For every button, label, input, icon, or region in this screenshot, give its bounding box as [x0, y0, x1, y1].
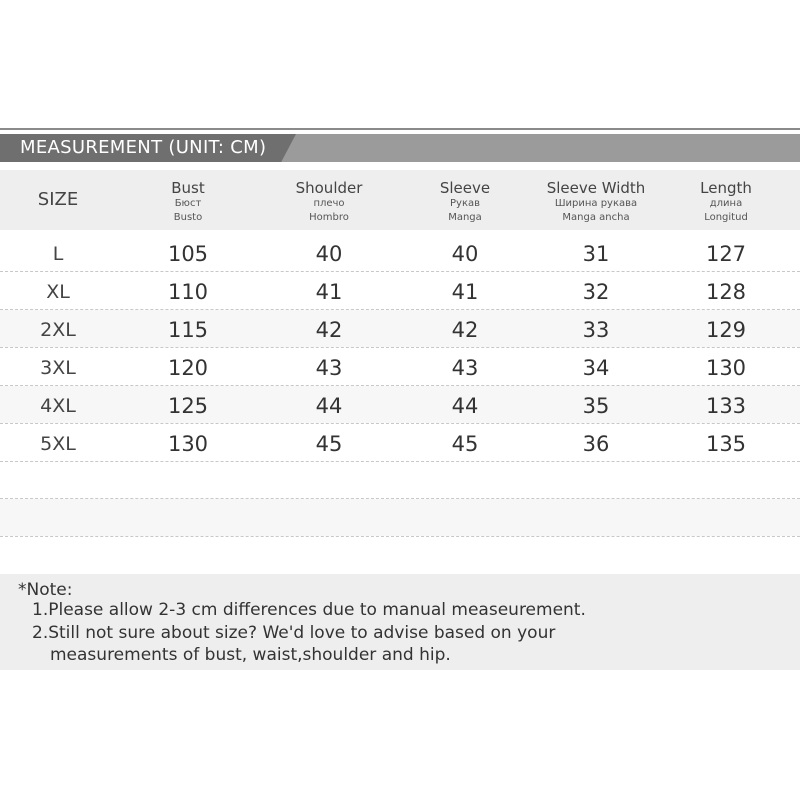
cell-length: 135 — [705, 432, 747, 456]
title-banner — [0, 134, 800, 162]
header-bust-es: Busto — [173, 212, 203, 223]
cell-bust: 110 — [167, 280, 209, 304]
cell-sleeve-width: 36 — [582, 432, 610, 456]
cell-size: 2XL — [40, 319, 76, 341]
cell-bust: 125 — [167, 394, 209, 418]
cell-sleeve-width: 33 — [582, 318, 610, 342]
empty-row — [0, 462, 800, 499]
header-sleeve-width — [547, 170, 646, 225]
table-row — [0, 424, 800, 461]
cell-shoulder: 42 — [315, 318, 343, 342]
header-shoulder-ru: плечо — [313, 198, 345, 209]
header-bust — [171, 170, 205, 225]
note-line-2: 2.Still not sure about size? We'd love to advise based on your — [32, 623, 556, 643]
header-size: SIZE — [37, 189, 79, 210]
header-shoulder-en: Shoulder — [295, 179, 363, 197]
cell-shoulder: 41 — [315, 280, 343, 304]
cell-sleeve-width: 35 — [582, 394, 610, 418]
header-sleeve-en: Sleeve — [439, 179, 491, 197]
top-divider — [0, 128, 800, 130]
cell-bust: 130 — [167, 432, 209, 456]
header-bust-ru: Бюст — [174, 198, 202, 209]
cell-size: 4XL — [40, 395, 76, 417]
table-row — [0, 272, 800, 309]
cell-length: 128 — [705, 280, 747, 304]
header-length-en: Length — [700, 179, 752, 197]
header-shoulder — [296, 170, 363, 225]
cell-shoulder: 40 — [315, 242, 343, 266]
cell-sleeve-width: 31 — [582, 242, 610, 266]
cell-bust: 105 — [167, 242, 209, 266]
cell-sleeve: 42 — [451, 318, 479, 342]
chart-title: MEASUREMENT (UNIT: CM) — [20, 137, 267, 158]
header-sleeve-ru: Рукав — [449, 198, 481, 209]
row-divider — [0, 536, 800, 537]
cell-length: 129 — [705, 318, 747, 342]
cell-shoulder: 43 — [315, 356, 343, 380]
cell-bust: 120 — [167, 356, 209, 380]
note-title: *Note: — [18, 580, 73, 600]
header-sleeve-width-es: Manga ancha — [562, 212, 630, 223]
cell-length: 130 — [705, 356, 747, 380]
table-row — [0, 234, 800, 271]
header-sleeve-es: Manga — [448, 212, 482, 223]
header-shoulder-es: Hombro — [309, 212, 349, 223]
cell-length: 127 — [705, 242, 747, 266]
header-length-es: Longitud — [704, 212, 748, 223]
header-sleeve — [440, 170, 490, 225]
table-row — [0, 386, 800, 423]
cell-sleeve: 45 — [451, 432, 479, 456]
cell-size: 5XL — [40, 433, 76, 455]
cell-sleeve: 40 — [451, 242, 479, 266]
table-row — [0, 310, 800, 347]
cell-length: 133 — [705, 394, 747, 418]
cell-sleeve: 43 — [451, 356, 479, 380]
cell-size: XL — [46, 281, 70, 303]
cell-size: 3XL — [40, 357, 76, 379]
note-line-2-cont: measurements of bust, waist,shoulder and hip. — [50, 645, 451, 665]
table-header — [0, 170, 800, 230]
header-sleeve-width-ru: Ширина рукава — [554, 198, 638, 209]
header-length-ru: длина — [709, 198, 743, 209]
cell-shoulder: 44 — [315, 394, 343, 418]
cell-shoulder: 45 — [315, 432, 343, 456]
cell-sleeve: 41 — [451, 280, 479, 304]
empty-row — [0, 499, 800, 536]
cell-sleeve-width: 34 — [582, 356, 610, 380]
cell-bust: 115 — [167, 318, 209, 342]
header-sleeve-width-en: Sleeve Width — [546, 179, 646, 197]
cell-size: L — [52, 243, 64, 265]
cell-sleeve-width: 32 — [582, 280, 610, 304]
header-length — [700, 170, 752, 225]
header-bust-en: Bust — [171, 179, 205, 197]
note-box — [0, 574, 800, 670]
note-line-1: 1.Please allow 2-3 cm differences due to manual measeurement. — [32, 600, 586, 620]
cell-sleeve: 44 — [451, 394, 479, 418]
table-row — [0, 348, 800, 385]
